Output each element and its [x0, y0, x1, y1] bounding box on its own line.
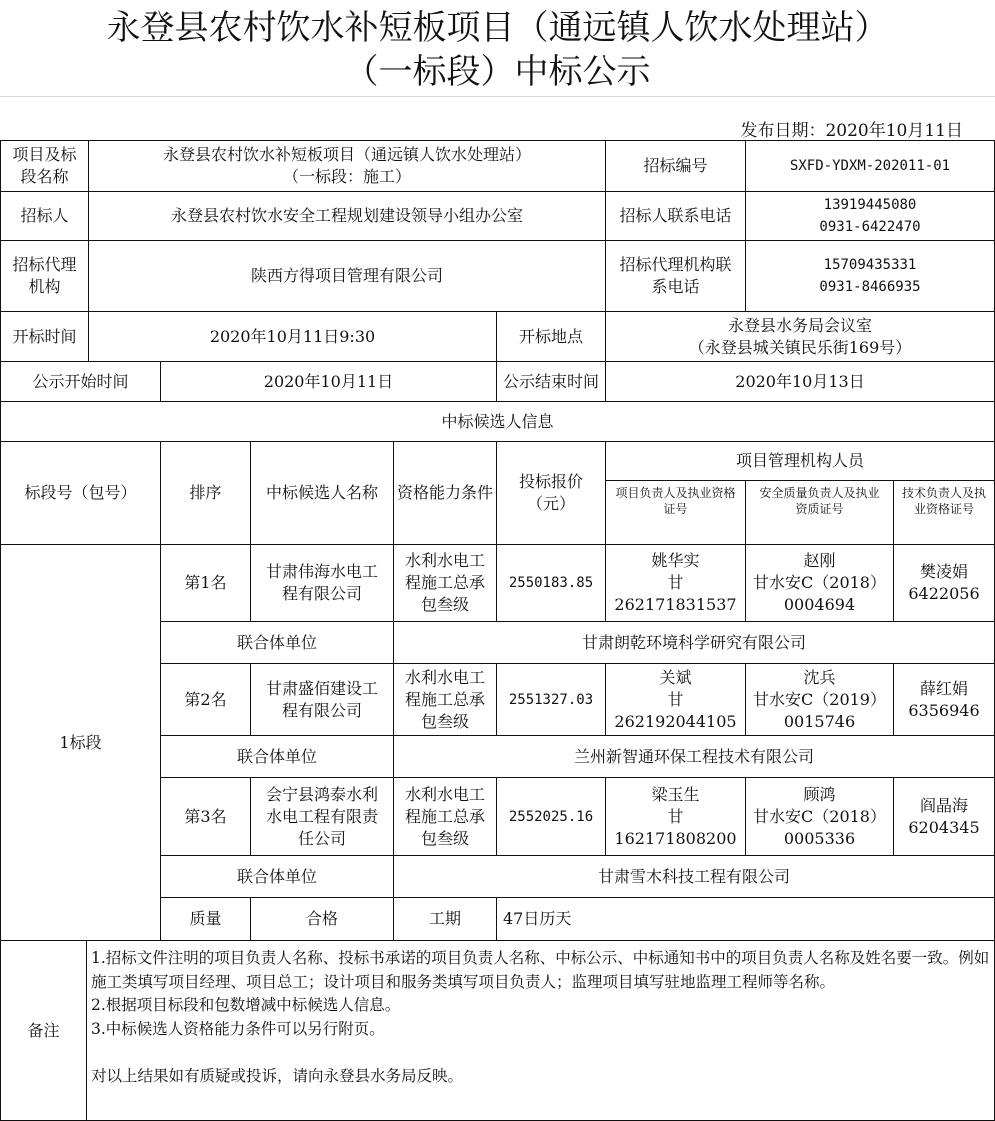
tenderer-phone-label: 招标人联系电话 [605, 191, 746, 241]
quality-value: 合格 [250, 897, 394, 941]
agency-value: 陕西方得项目管理有限公司 [88, 240, 606, 312]
remark-blank [91, 1041, 990, 1065]
candidate-price: 2552025.16 [496, 777, 606, 856]
open-time-label: 开标时间 [0, 311, 89, 362]
remarks-label: 备注 [0, 940, 87, 1121]
candidate-price: 2551327.03 [496, 663, 606, 736]
pub-start-label: 公示开始时间 [0, 361, 161, 402]
open-place-value: 永登县水务局会议室 （永登县城关镇民乐街169号） [605, 311, 995, 362]
remark-item: 3.中标候选人资格能力条件可以另行附页。 [91, 1019, 385, 1038]
candidate-safety: 沈兵 甘水安C（2019） 0015746 [745, 663, 894, 736]
agency-label: 招标代理 机构 [0, 240, 89, 312]
candidate-name: 会宁县鸿泰水利 水电工程有限责 任公司 [250, 777, 394, 856]
candidate-safety: 赵刚 甘水安C（2018） 0004694 [745, 544, 894, 622]
candidate-tech: 薛红娟 6356946 [893, 663, 995, 736]
page-title [0, 0, 995, 97]
title-line-2: （一标段）中标公示 [344, 52, 651, 92]
joint-unit: 甘肃朗乾环境科学研究有限公司 [393, 621, 995, 664]
remarks-content [86, 940, 995, 1121]
candidate-name: 甘肃盛佰建设工 程有限公司 [250, 663, 394, 736]
period-label: 工期 [393, 897, 497, 941]
remark-item: 1.招标文件注明的项目负责人名称、投标书承诺的项目负责人名称、中标公示、中标通知书中的项目负责人名称及姓名要一致。例如施工类填写项目经理、项目总工；设计项目和服务类填写项目负责人；监理项目填写驻地监理工程师等名称。 [91, 949, 990, 991]
candidate-tech: 阎晶海 6204345 [893, 777, 995, 856]
remark-complaint: 对以上结果如有质疑或投诉，请向永登县水务局反映。 [91, 1066, 464, 1085]
joint-label: 联合体单位 [160, 855, 394, 898]
header-pm: 项目负责人及执业资格 证号 [605, 480, 746, 545]
header-safety: 安全质量负责人及执业 资质证号 [745, 480, 894, 545]
candidate-rank: 第2名 [160, 663, 251, 736]
candidate-name: 甘肃伟海水电工 程有限公司 [250, 544, 394, 622]
candidate-price: 2550183.85 [496, 544, 606, 622]
candidate-pm: 关斌 甘262192044105 [605, 663, 746, 736]
publish-date: 发布日期：2020年10月11日 [740, 121, 963, 141]
candidate-tech: 樊凌娟 6422056 [893, 544, 995, 622]
tender-code-value: SXFD-YDXM-202011-01 [745, 140, 995, 192]
joint-label: 联合体单位 [160, 735, 394, 778]
pub-start-value: 2020年10月11日 [160, 361, 497, 402]
header-tech: 技术负责人及执 业资格证号 [893, 480, 995, 545]
project-name-value: 永登县农村饮水补短板项目（通远镇人饮水处理站） （一标段：施工） [88, 140, 606, 192]
open-time-value: 2020年10月11日9:30 [88, 311, 497, 362]
candidate-rank: 第3名 [160, 777, 251, 856]
open-place-label: 开标地点 [496, 311, 606, 362]
joint-unit: 甘肃雪木科技工程有限公司 [393, 855, 995, 898]
joint-label: 联合体单位 [160, 621, 394, 664]
agency-phone-label: 招标代理机构联 系电话 [605, 240, 746, 312]
header-lot: 标段号（包号） [0, 441, 161, 545]
pub-end-label: 公示结束时间 [496, 361, 606, 402]
candidate-qualification: 水利水电工 程施工总承 包叁级 [393, 663, 497, 736]
lot-name: 1标段 [0, 544, 161, 941]
quality-label: 质量 [160, 897, 251, 941]
candidate-qualification: 水利水电工 程施工总承 包叁级 [393, 777, 497, 856]
candidate-rank: 第1名 [160, 544, 251, 622]
candidate-pm: 姚华实 甘262171831537 [605, 544, 746, 622]
tenderer-value: 永登县农村饮水安全工程规划建设领导小组办公室 [88, 191, 606, 241]
agency-phone-value: 15709435331 0931-8466935 [745, 240, 995, 312]
remark-item: 2.根据项目标段和包数增减中标候选人信息。 [91, 996, 401, 1014]
candidate-pm: 梁玉生 甘162171808200 [605, 777, 746, 856]
header-name: 中标候选人名称 [250, 441, 394, 545]
header-qual: 资格能力条件 [393, 441, 497, 545]
project-name-label: 项目及标 段名称 [0, 140, 89, 192]
period-value: 47日历天 [496, 897, 995, 941]
title-line-1: 永登县农村饮水补短板项目（通远镇人饮水处理站） [106, 8, 889, 48]
tenderer-label: 招标人 [0, 191, 89, 241]
pub-end-value: 2020年10月13日 [605, 361, 995, 402]
header-rank: 排序 [160, 441, 251, 545]
candidates-section-title: 中标候选人信息 [0, 401, 995, 442]
tenderer-phone-value: 13919445080 0931-6422470 [745, 191, 995, 241]
header-mgmt: 项目管理机构人员 [605, 441, 995, 481]
candidate-qualification: 水利水电工 程施工总承 包叁级 [393, 544, 497, 622]
joint-unit: 兰州新智通环保工程技术有限公司 [393, 735, 995, 778]
header-price: 投标报价 （元） [496, 441, 606, 545]
tender-code-label: 招标编号 [605, 140, 746, 192]
candidate-safety: 顾鸿 甘水安C（2018） 0005336 [745, 777, 894, 856]
